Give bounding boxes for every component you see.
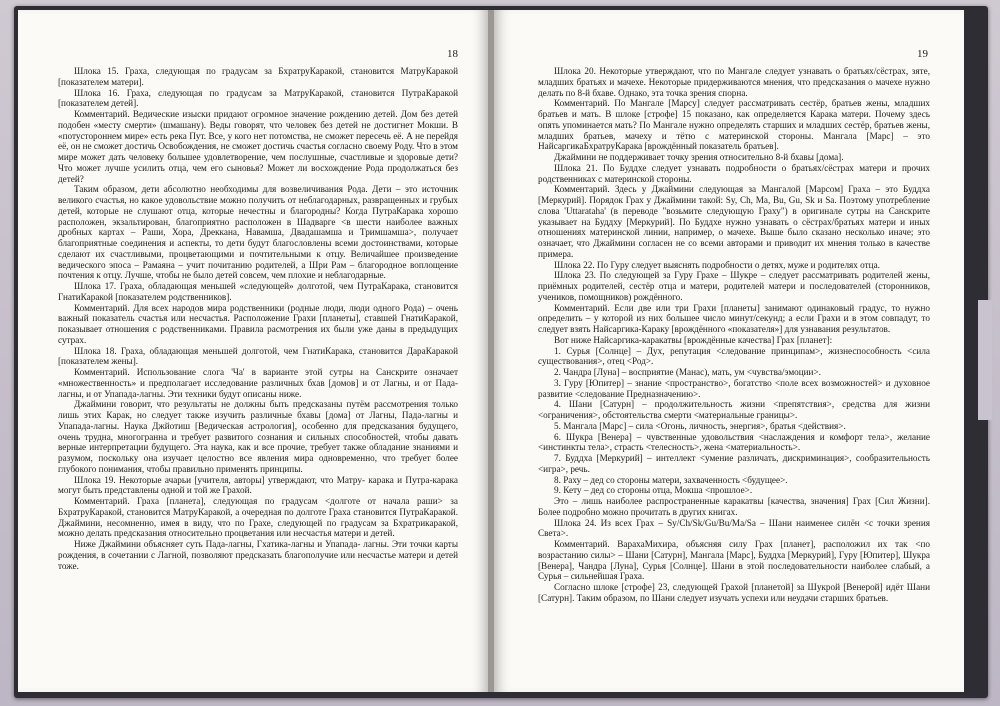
paragraph: Комментарий. Использование слога 'Ча' в варианте этой сутры на Санскрите означает «множественность» и предполагает исследование различных бхав [домов] и от Лагны, и от Пада-лагны, и от Упапада-лагны. Эти техники будут описаны ниже. xyxy=(58,367,458,399)
paragraph: Шлока 15. Граха, следующая по градусам за БхратруКаракой, становится МатруКаракой [показателем матери]. xyxy=(58,66,458,87)
paragraph: Шлока 22. По Гуру следует выяснять подробности о детях, муже и родителях отца. xyxy=(554,259,880,270)
background-sticker xyxy=(978,300,992,420)
left-page-text xyxy=(58,66,458,571)
paragraph: 2. Чандра [Луна] – восприятие (Манас), мать, ум <чувства/эмоции>. xyxy=(554,367,821,377)
paragraph: Шлока 20. Некоторые утверждают, что по Мангале следует узнавать о братьях/сёстрах, зяте, младших братьях и мачехе. Некоторые придерживаются мнения, что предсказания о мачехе нужно делать по 8-й бхаве. Однако, эта точка зрения спорна. xyxy=(538,66,930,98)
paragraph: 6. Шукра [Венера] – чувственные удовольствия <наслаждения и комфорт тела>, желание <инстинкты тела>, страсть <телесность>, жена <материальность>. xyxy=(538,431,930,453)
paragraph: Джаймини не поддерживает точку зрения относительно 8-й бхавы [дома]. xyxy=(554,152,844,162)
paragraph: Комментарий. Граха [планета], следующая по градусам <долготе от начала раши> за БхратруКаракой, становится МатруКаракой, а очередная по долготе Граха становится ПутраКаракой. Джаймини, несомненно, имея в виду, что по Грахе, следующей по градусам за Бхратрикаракой, можно делать предсказания относительно процветания или несчастья матери и детей. xyxy=(58,496,458,539)
paragraph: 3. Гуру [Юпитер] – знание <пространство>, богатство <поле всех возможностей> и духовное развитие <следование Предназначению>. xyxy=(538,377,930,399)
right-page-number: 19 xyxy=(917,48,928,60)
paragraph: Комментарий. Для всех народов мира родственники (родные люди, люди одного Рода) – очень важный показатель счастья или несчастья. Расположение Грахи [планеты], ставшей ГнатиКаракой, показывает отношения с родственниками. Правила расмотрения их были уже даны в предыдущих сутрах. xyxy=(58,302,458,345)
left-page xyxy=(18,10,488,692)
left-page-number: 18 xyxy=(447,48,458,60)
paragraph: Комментарий. Ведические изыски придают огромное значение рождению детей. Дом без детей подобен «месту смерти» (шмашану). Веды говорят, что человек без детей не достигнет Мокши. В «потустороннем мире» есть река Пут. Все, у кого нет потомства, не сможет пересечь её. А не перейдя её, он не сможет достичь Освобождения, не сможет достичь счастья согласно своему Роду. Что в этом мире может дать человеку большее удовлетворение, чем послушные, счастливые и здоровые дети? Что может лучше усилить отца, чем его сыновья? Может ли восхождение Рода продолжаться без детей? xyxy=(58,109,458,184)
right-page-text xyxy=(538,66,930,604)
book-spread xyxy=(18,10,964,692)
paragraph: Шлока 24. Из всех Грах – Sy/Ch/Sk/Gu/Bu/Ma/Sa – Шани наименее силён <с точки зрения Света>. xyxy=(538,517,930,539)
paragraph: Джаймини говорит, что результаты не должны быть предсказаны путём рассмотрения только лишь этих Карак, но следует также изучить различные бхавы [дома] от Лагны, Пада-лагны и Упапада-лагны. Наука Джйотиш [Ведическая астрология], особенно для предсказания будущего, очень трудна, многогранна и требует развитого сознания и сильных способностей, чтобы давать верные интерпретации будущего. Эта наука, как и все прочие, требует также обладание знаниями и разумом, поскольку она изучает целостно все явления мира одновременно, что требует более глубокого понимания, чтобы правильно применять принципы. xyxy=(58,399,458,474)
paragraph: 8. Раху – дед со стороны матери, захваченность <будущее>. xyxy=(554,474,788,485)
paragraph: Вот ниже Найсаргика-каракатвы [врождённые качества] Грах [планет]: xyxy=(554,334,833,345)
paragraph: Шлока 19. Некоторые ачарьи [учителя, авторы] утверждают, что Матру- карака и Путра-карака могут быть представлены одной и той же Грахой. xyxy=(58,474,458,496)
paragraph: 7. Буддха [Меркурий] – интеллект <умение различать, дискриминация>, сообразительность <игра>, речь. xyxy=(538,453,930,474)
paragraph: Шлока 18. Граха, обладающая меньшей долготой, чем ГнатиКарака, становится ДараКаракой [показателем жены]. xyxy=(58,345,458,367)
paragraph: Таким образом, дети абсолютно необходимы для возвеличивания Рода. Дети – это источник великого счастья, но какое удовольствие можно получить от неблагодарных, развращенных и грубых детей, которые не слушают отца, которые нечестны и благородны? Когда ПутраКарака хорошо расположен, экзальтирован, благоприятно расположен в Шадварге <в шести наиболее важных дробных картах – Раши, Хора, Дреккана, Навамша, Двадашамша и Тримшамша>, получает благоприятные соединения и аспекты, то дети будут благословлены всеми достоинствами, которые сделают их счастливыми, процветающими и почтительными к отцу. Величайшее произведение ведического эпоса – Рамаяна – учит почитанию родителей, а Шри Рам – благородное воплощение почтения к отцу. Лучше, чтобы не было детей совсем, чем плохие и неблагодарные. xyxy=(58,184,458,281)
paragraph: Комментарий. ВарахаМихира, объясняя силу Грах [планет], расположил их так <по возрастанию силы> – Шани [Сатурн], Мангала [Марс], Буддха [Меркурий], Гуру [Юпитер], Шукра [Венера], Чандра [Луна], Сурья [Солнце]. Шани в этой последовательности наиболее слабый, а Сурья – сильнейшая Граха. xyxy=(538,539,930,582)
paragraph: Комментарий. По Мангале [Марсу] следует рассматривать сестёр, братьев жены, младших братьев и мать. В шлоке [строфе] 15 показано, как определяется Карака матери. Почему здесь опять упоминается мать? По Мангале нужно определять старших и младших сестёр, братьев жены, младших братьев, мачеху и тётю с материнской стороны. Мангала [Марс] – это НайсаргикаБхратруКарака [врождённый показатель братьев]. xyxy=(538,98,930,152)
paragraph: Шлока 17. Граха, обладающая меньшей «следующей» долготой, чем ПутраКарака, становится ГнатиКаракой [показателем родственников]. xyxy=(58,281,458,302)
paragraph: Ниже Джаймини объясняет суть Пада-лагны, Гхатика-лагны и Упапада- лагны. Эти точки карты рождения, в сочетании с Лагной, позволяют предсказать благополучие или несчастье матери и детей тоже. xyxy=(58,539,458,571)
paragraph: Шлока 23. По следующей за Гуру Грахе – Шукре – следует рассматривать родителей жены, приёмных родителей, сестёр отца и матери, родителей матери и последователей (сторонников, учеников, помощников) рождённого. xyxy=(538,270,930,302)
paragraph: Шлока 16. Граха, следующая по градусам за МатруКаракой, становится ПутраКаракой [показателем детей]. xyxy=(58,87,458,109)
paragraph: Комментарий. Если две или три Грахи [планеты] занимают одинаковый градус, то нужно определить – у которой из них большее число минут/секунд; а если Грахи и в этом совпадут, то следует взять Найсаргика-Караку [врождённого «показателя»] для узнавания результатов. xyxy=(538,302,930,334)
paragraph: 9. Кету – дед со стороны отца, Мокша <прошлое>. xyxy=(554,485,753,496)
paragraph: 4. Шани [Сатурн] – продолжительность жизни <препятствия>, средства для жизни <ограничения>, обстоятельства смерти <материальные границы>. xyxy=(538,399,930,420)
paragraph: Это – лишь наиболее распространенные каракатвы [качества, значения] Грах [Сил Жизни]. Более подробно можно прочитать в других книгах. xyxy=(538,496,930,517)
paragraph: Комментарий. Здесь у Джаймини следующая за Мангалой [Марсом] Граха – это Буддха [Меркурий]. Порядок Грах у Джаймини такой: Sy, Ch, Ma, Bu, Gu, Sk и Sa. Поэтому употребление слова 'Uttarataha' (в переводе "возьмите следующую Граху") в оригинале сутры на Санскрите указывает на Буддху [Меркурий]. По Буддхе нужно узнавать о сёстрах/братьях матери и иных отношениях материнской линии, например, о мачехе. Выше было сказано несколько иначе; это означает, что Джаймини согласен не со всеми авторами и приводит их мнения только в качестве примера. xyxy=(538,184,930,259)
paragraph: 5. Мангала [Марс] – сила <Огонь, личность, энергия>, братья <действия>. xyxy=(554,420,846,431)
right-page xyxy=(494,10,964,692)
paragraph: Согласно шлоке [строфе] 23, следующей Грахой [планетой] за Шукрой [Венерой] идёт Шани [Сатурн]. Таким образом, по Шани следует изучать успехи или неудачи старших братьев. xyxy=(538,582,930,603)
paragraph: Шлока 21. По Буддхе следует узнавать подробности о братьях/сёстрах матери и прочих родственниках с материнской стороны. xyxy=(538,162,930,184)
paragraph: 1. Сурья [Солнце] – Дух, репутация <следование принципам>, жизнеспособность <сила существования>, отец <Род>. xyxy=(538,345,930,367)
